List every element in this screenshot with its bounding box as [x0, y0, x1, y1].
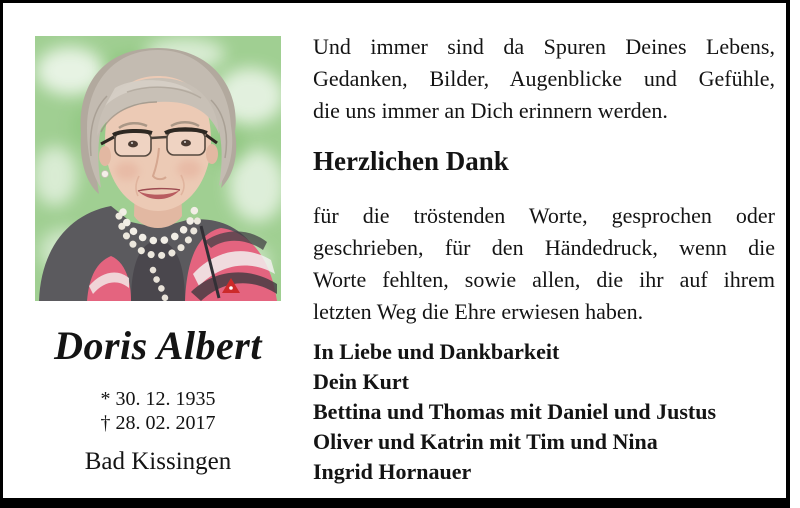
closing-line: Oliver und Katrin mit Tim und Nina [313, 429, 658, 454]
thanks-heading: Herzlichen Dank [313, 146, 509, 176]
deceased-name: Doris Albert [54, 323, 262, 368]
thanks-line: geschrieben, für den Händedruck, wenn die [313, 235, 775, 260]
city: Bad Kissingen [84, 448, 232, 475]
thanks-line: letzten Weg die Ehre erwiesen haben. [313, 299, 644, 324]
closing-line: Dein Kurt [313, 369, 409, 394]
closing-block [313, 337, 775, 487]
life-dates [28, 387, 288, 435]
epigraph-line: Gedanken, Bilder, Augenblicke und Gefühle, [313, 66, 775, 91]
death-date: † 28. 02. 2017 [100, 412, 216, 434]
thanks-line: Worte fehlten, sowie allen, die ihr auf ihrem [313, 267, 775, 292]
right-column [313, 3, 775, 498]
thanks-text [313, 200, 775, 328]
closing-line: Bettina und Thomas mit Daniel und Justus [313, 399, 717, 424]
birth-date: * 30. 12. 1935 [100, 388, 216, 410]
thanks-line: für die tröstenden Worte, gesprochen oder [313, 203, 775, 228]
epigraph-line: Und immer sind da Spuren Deines Lebens, [313, 34, 775, 59]
epigraph-line: die uns immer an Dich erinnern werden. [313, 98, 668, 123]
epigraph [313, 31, 775, 127]
closing-line: In Liebe und Dankbarkeit [313, 339, 560, 364]
left-column [28, 3, 288, 498]
closing-line: Ingrid Hornauer [313, 459, 472, 484]
